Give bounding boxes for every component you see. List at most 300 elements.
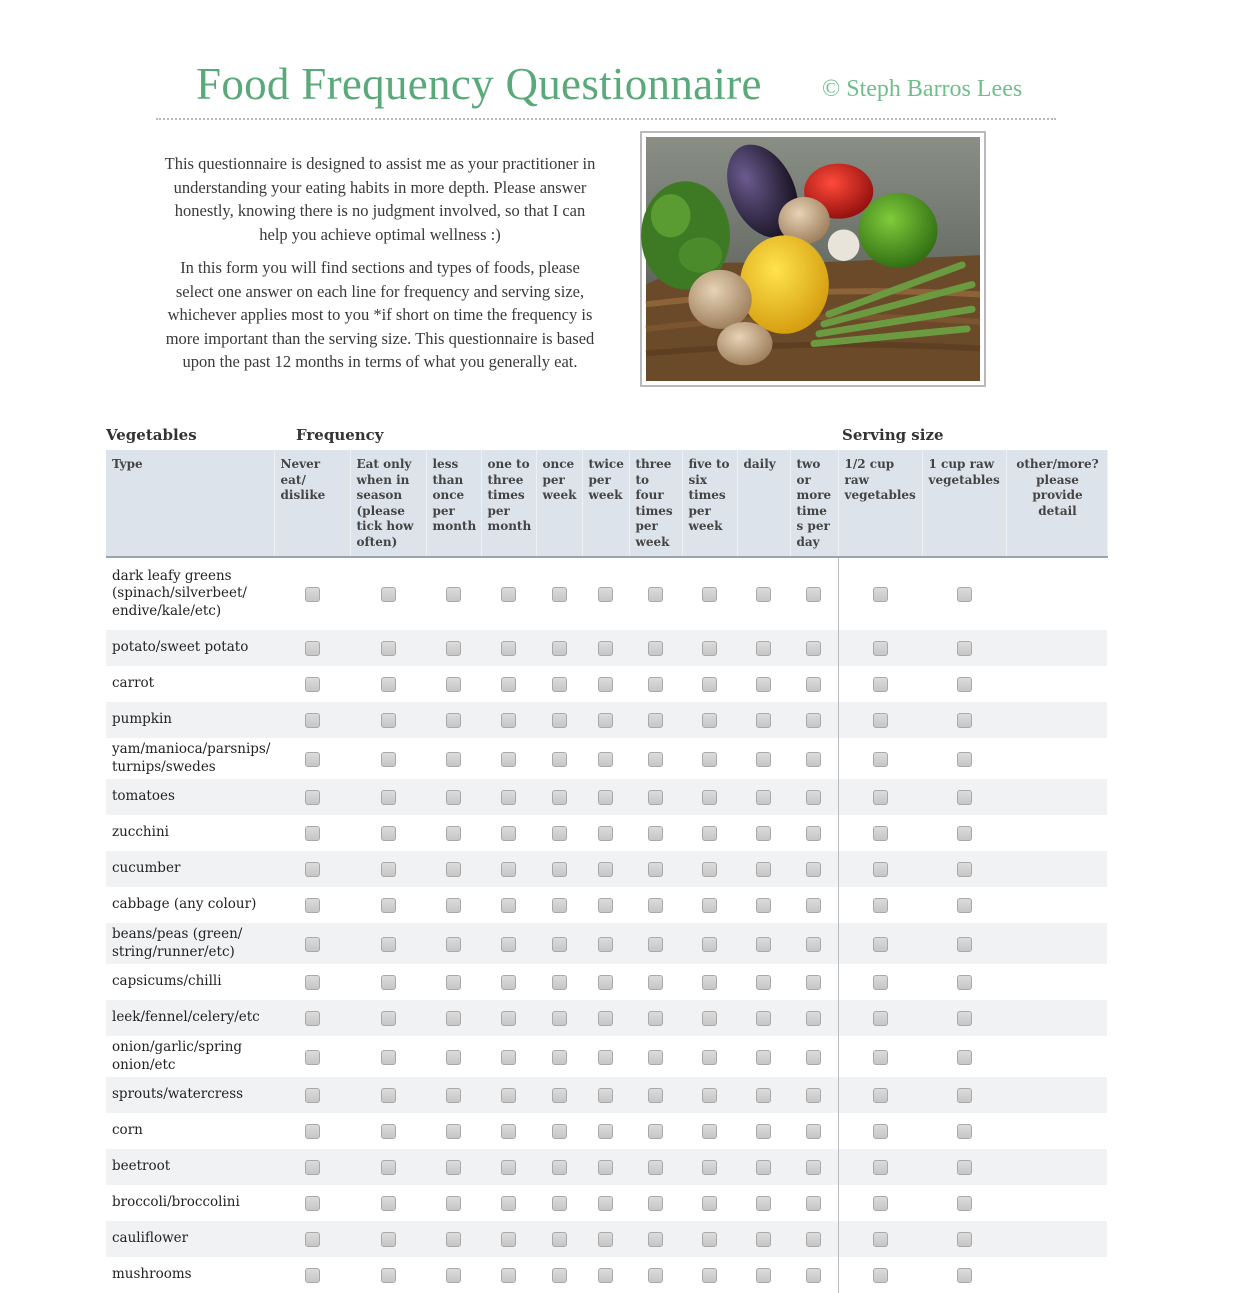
checkbox-cell bbox=[582, 1221, 629, 1257]
other-detail-cell[interactable] bbox=[1006, 1257, 1107, 1293]
checkbox-five-to-six-weekly[interactable] bbox=[702, 975, 717, 990]
checkbox-one-to-three-monthly[interactable] bbox=[501, 1124, 516, 1139]
checkbox-in-season[interactable] bbox=[381, 641, 396, 656]
checkbox-cell bbox=[481, 1077, 536, 1113]
other-detail-cell[interactable] bbox=[1006, 738, 1107, 779]
checkbox-cell bbox=[536, 702, 582, 738]
checkbox-twice-weekly[interactable] bbox=[598, 826, 613, 841]
checkbox-cell bbox=[582, 923, 629, 964]
checkbox-daily[interactable] bbox=[756, 1011, 771, 1026]
checkbox-five-to-six-weekly[interactable] bbox=[702, 1196, 717, 1211]
checkbox-in-season[interactable] bbox=[381, 713, 396, 728]
checkbox-once-weekly[interactable] bbox=[552, 1124, 567, 1139]
checkbox-never-eat[interactable] bbox=[305, 1124, 320, 1139]
checkbox-one-to-three-monthly[interactable] bbox=[501, 1088, 516, 1103]
checkbox-less-than-monthly[interactable] bbox=[446, 1196, 461, 1211]
checkbox-cell bbox=[629, 1113, 682, 1149]
checkbox-half-cup[interactable] bbox=[873, 641, 888, 656]
checkbox-half-cup[interactable] bbox=[873, 862, 888, 877]
checkbox-half-cup[interactable] bbox=[873, 975, 888, 990]
checkbox-half-cup[interactable] bbox=[873, 587, 888, 602]
checkbox-never-eat[interactable] bbox=[305, 641, 320, 656]
checkbox-one-cup[interactable] bbox=[957, 1124, 972, 1139]
checkbox-one-to-three-monthly[interactable] bbox=[501, 1268, 516, 1283]
checkbox-cell bbox=[922, 1077, 1006, 1113]
other-detail-cell[interactable] bbox=[1006, 779, 1107, 815]
checkbox-one-cup[interactable] bbox=[957, 1196, 972, 1211]
checkbox-three-to-four-weekly[interactable] bbox=[648, 1268, 663, 1283]
checkbox-one-to-three-monthly[interactable] bbox=[501, 790, 516, 805]
checkbox-never-eat[interactable] bbox=[305, 587, 320, 602]
checkbox-once-weekly[interactable] bbox=[552, 1088, 567, 1103]
checkbox-cell bbox=[838, 923, 922, 964]
checkbox-half-cup[interactable] bbox=[873, 1268, 888, 1283]
checkbox-once-weekly[interactable] bbox=[552, 752, 567, 767]
checkbox-less-than-monthly[interactable] bbox=[446, 641, 461, 656]
checkbox-in-season[interactable] bbox=[381, 1196, 396, 1211]
other-detail-cell[interactable] bbox=[1006, 1113, 1107, 1149]
checkbox-never-eat[interactable] bbox=[305, 1011, 320, 1026]
checkbox-never-eat[interactable] bbox=[305, 937, 320, 952]
checkbox-once-weekly[interactable] bbox=[552, 1268, 567, 1283]
checkbox-five-to-six-weekly[interactable] bbox=[702, 1160, 717, 1175]
checkbox-one-cup[interactable] bbox=[957, 1050, 972, 1065]
checkbox-in-season[interactable] bbox=[381, 862, 396, 877]
checkbox-half-cup[interactable] bbox=[873, 1124, 888, 1139]
table-row bbox=[106, 702, 1107, 738]
checkbox-three-to-four-weekly[interactable] bbox=[648, 1124, 663, 1139]
other-detail-cell[interactable] bbox=[1006, 1149, 1107, 1185]
checkbox-twice-weekly[interactable] bbox=[598, 790, 613, 805]
checkbox-cell bbox=[350, 887, 426, 923]
checkbox-half-cup[interactable] bbox=[873, 713, 888, 728]
checkbox-five-to-six-weekly[interactable] bbox=[702, 790, 717, 805]
checkbox-one-cup[interactable] bbox=[957, 1268, 972, 1283]
checkbox-less-than-monthly[interactable] bbox=[446, 1232, 461, 1247]
checkbox-daily[interactable] bbox=[756, 862, 771, 877]
checkbox-one-cup[interactable] bbox=[957, 752, 972, 767]
checkbox-half-cup[interactable] bbox=[873, 677, 888, 692]
checkbox-one-to-three-monthly[interactable] bbox=[501, 587, 516, 602]
checkbox-in-season[interactable] bbox=[381, 1050, 396, 1065]
checkbox-less-than-monthly[interactable] bbox=[446, 898, 461, 913]
checkbox-two-plus-daily[interactable] bbox=[806, 826, 821, 841]
checkbox-cell bbox=[682, 851, 737, 887]
checkbox-three-to-four-weekly[interactable] bbox=[648, 1088, 663, 1103]
other-detail-cell[interactable] bbox=[1006, 702, 1107, 738]
checkbox-never-eat[interactable] bbox=[305, 1160, 320, 1175]
checkbox-cell bbox=[536, 1113, 582, 1149]
checkbox-one-cup[interactable] bbox=[957, 975, 972, 990]
checkbox-one-to-three-monthly[interactable] bbox=[501, 1050, 516, 1065]
checkbox-daily[interactable] bbox=[756, 1088, 771, 1103]
checkbox-never-eat[interactable] bbox=[305, 790, 320, 805]
checkbox-in-season[interactable] bbox=[381, 587, 396, 602]
checkbox-three-to-four-weekly[interactable] bbox=[648, 975, 663, 990]
checkbox-less-than-monthly[interactable] bbox=[446, 1088, 461, 1103]
checkbox-one-cup[interactable] bbox=[957, 1160, 972, 1175]
checkbox-five-to-six-weekly[interactable] bbox=[702, 937, 717, 952]
checkbox-never-eat[interactable] bbox=[305, 975, 320, 990]
checkbox-two-plus-daily[interactable] bbox=[806, 862, 821, 877]
checkbox-two-plus-daily[interactable] bbox=[806, 1088, 821, 1103]
checkbox-in-season[interactable] bbox=[381, 898, 396, 913]
checkbox-half-cup[interactable] bbox=[873, 1196, 888, 1211]
checkbox-once-weekly[interactable] bbox=[552, 1196, 567, 1211]
checkbox-cell bbox=[737, 738, 790, 779]
checkbox-one-to-three-monthly[interactable] bbox=[501, 1160, 516, 1175]
checkbox-two-plus-daily[interactable] bbox=[806, 790, 821, 805]
checkbox-cell bbox=[536, 887, 582, 923]
checkbox-one-cup[interactable] bbox=[957, 1011, 972, 1026]
checkbox-daily[interactable] bbox=[756, 1268, 771, 1283]
checkbox-never-eat[interactable] bbox=[305, 1196, 320, 1211]
checkbox-cell bbox=[838, 1257, 922, 1293]
checkbox-five-to-six-weekly[interactable] bbox=[702, 898, 717, 913]
checkbox-one-to-three-monthly[interactable] bbox=[501, 862, 516, 877]
checkbox-never-eat[interactable] bbox=[305, 1088, 320, 1103]
checkbox-two-plus-daily[interactable] bbox=[806, 1160, 821, 1175]
checkbox-cell bbox=[737, 557, 790, 630]
checkbox-twice-weekly[interactable] bbox=[598, 1196, 613, 1211]
checkbox-one-cup[interactable] bbox=[957, 1232, 972, 1247]
checkbox-two-plus-daily[interactable] bbox=[806, 1011, 821, 1026]
checkbox-three-to-four-weekly[interactable] bbox=[648, 1160, 663, 1175]
checkbox-once-weekly[interactable] bbox=[552, 641, 567, 656]
checkbox-never-eat[interactable] bbox=[305, 713, 320, 728]
checkbox-three-to-four-weekly[interactable] bbox=[648, 713, 663, 728]
checkbox-cell bbox=[737, 1036, 790, 1077]
checkbox-three-to-four-weekly[interactable] bbox=[648, 826, 663, 841]
checkbox-one-to-three-monthly[interactable] bbox=[501, 1196, 516, 1211]
checkbox-daily[interactable] bbox=[756, 1160, 771, 1175]
checkbox-one-to-three-monthly[interactable] bbox=[501, 1011, 516, 1026]
checkbox-three-to-four-weekly[interactable] bbox=[648, 1196, 663, 1211]
checkbox-less-than-monthly[interactable] bbox=[446, 790, 461, 805]
checkbox-daily[interactable] bbox=[756, 898, 771, 913]
checkbox-cell bbox=[481, 1149, 536, 1185]
checkbox-three-to-four-weekly[interactable] bbox=[648, 1050, 663, 1065]
checkbox-one-cup[interactable] bbox=[957, 826, 972, 841]
checkbox-twice-weekly[interactable] bbox=[598, 677, 613, 692]
checkbox-daily[interactable] bbox=[756, 975, 771, 990]
checkbox-daily[interactable] bbox=[756, 1232, 771, 1247]
checkbox-twice-weekly[interactable] bbox=[598, 641, 613, 656]
checkbox-two-plus-daily[interactable] bbox=[806, 1124, 821, 1139]
checkbox-half-cup[interactable] bbox=[873, 1011, 888, 1026]
checkbox-cell bbox=[790, 1077, 838, 1113]
other-detail-cell[interactable] bbox=[1006, 851, 1107, 887]
checkbox-in-season[interactable] bbox=[381, 1232, 396, 1247]
intro-text bbox=[162, 152, 598, 384]
checkbox-once-weekly[interactable] bbox=[552, 1050, 567, 1065]
checkbox-daily[interactable] bbox=[756, 713, 771, 728]
other-detail-cell[interactable] bbox=[1006, 923, 1107, 964]
checkbox-once-weekly[interactable] bbox=[552, 677, 567, 692]
checkbox-two-plus-daily[interactable] bbox=[806, 937, 821, 952]
checkbox-once-weekly[interactable] bbox=[552, 975, 567, 990]
checkbox-never-eat[interactable] bbox=[305, 677, 320, 692]
checkbox-never-eat[interactable] bbox=[305, 1050, 320, 1065]
checkbox-two-plus-daily[interactable] bbox=[806, 1232, 821, 1247]
checkbox-less-than-monthly[interactable] bbox=[446, 713, 461, 728]
checkbox-less-than-monthly[interactable] bbox=[446, 937, 461, 952]
checkbox-one-cup[interactable] bbox=[957, 898, 972, 913]
checkbox-five-to-six-weekly[interactable] bbox=[702, 862, 717, 877]
checkbox-twice-weekly[interactable] bbox=[598, 713, 613, 728]
checkbox-one-cup[interactable] bbox=[957, 1088, 972, 1103]
checkbox-cell bbox=[737, 815, 790, 851]
checkbox-one-to-three-monthly[interactable] bbox=[501, 975, 516, 990]
checkbox-five-to-six-weekly[interactable] bbox=[702, 677, 717, 692]
other-detail-cell[interactable] bbox=[1006, 1000, 1107, 1036]
checkbox-once-weekly[interactable] bbox=[552, 1160, 567, 1175]
checkbox-less-than-monthly[interactable] bbox=[446, 975, 461, 990]
checkbox-never-eat[interactable] bbox=[305, 826, 320, 841]
checkbox-half-cup[interactable] bbox=[873, 1088, 888, 1103]
other-detail-cell[interactable] bbox=[1006, 557, 1107, 630]
checkbox-cell bbox=[536, 923, 582, 964]
checkbox-never-eat[interactable] bbox=[305, 898, 320, 913]
checkbox-one-cup[interactable] bbox=[957, 937, 972, 952]
checkbox-cell bbox=[682, 702, 737, 738]
column-header-once-weekly: once per week bbox=[536, 450, 582, 557]
food-type-label: carrot bbox=[112, 675, 155, 692]
checkbox-cell bbox=[737, 1257, 790, 1293]
checkbox-cell bbox=[274, 557, 350, 630]
checkbox-in-season[interactable] bbox=[381, 1088, 396, 1103]
checkbox-five-to-six-weekly[interactable] bbox=[702, 1088, 717, 1103]
checkbox-cell bbox=[790, 557, 838, 630]
checkbox-once-weekly[interactable] bbox=[552, 937, 567, 952]
checkbox-less-than-monthly[interactable] bbox=[446, 1160, 461, 1175]
checkbox-daily[interactable] bbox=[756, 587, 771, 602]
checkbox-daily[interactable] bbox=[756, 641, 771, 656]
checkbox-twice-weekly[interactable] bbox=[598, 1011, 613, 1026]
checkbox-twice-weekly[interactable] bbox=[598, 975, 613, 990]
checkbox-cell bbox=[838, 851, 922, 887]
vegetable-basket-image bbox=[646, 137, 980, 381]
checkbox-one-cup[interactable] bbox=[957, 641, 972, 656]
checkbox-twice-weekly[interactable] bbox=[598, 752, 613, 767]
checkbox-twice-weekly[interactable] bbox=[598, 1268, 613, 1283]
checkbox-less-than-monthly[interactable] bbox=[446, 1268, 461, 1283]
checkbox-three-to-four-weekly[interactable] bbox=[648, 862, 663, 877]
checkbox-once-weekly[interactable] bbox=[552, 898, 567, 913]
checkbox-cell bbox=[629, 666, 682, 702]
checkbox-half-cup[interactable] bbox=[873, 1232, 888, 1247]
checkbox-five-to-six-weekly[interactable] bbox=[702, 752, 717, 767]
checkbox-one-cup[interactable] bbox=[957, 587, 972, 602]
checkbox-cell bbox=[790, 851, 838, 887]
checkbox-half-cup[interactable] bbox=[873, 1050, 888, 1065]
checkbox-one-cup[interactable] bbox=[957, 713, 972, 728]
checkbox-five-to-six-weekly[interactable] bbox=[702, 713, 717, 728]
checkbox-less-than-monthly[interactable] bbox=[446, 826, 461, 841]
checkbox-twice-weekly[interactable] bbox=[598, 862, 613, 877]
checkbox-once-weekly[interactable] bbox=[552, 862, 567, 877]
checkbox-daily[interactable] bbox=[756, 1196, 771, 1211]
checkbox-in-season[interactable] bbox=[381, 1268, 396, 1283]
checkbox-cell bbox=[350, 630, 426, 666]
checkbox-less-than-monthly[interactable] bbox=[446, 587, 461, 602]
checkbox-two-plus-daily[interactable] bbox=[806, 1050, 821, 1065]
checkbox-cell bbox=[790, 779, 838, 815]
checkbox-in-season[interactable] bbox=[381, 937, 396, 952]
other-detail-cell[interactable] bbox=[1006, 630, 1107, 666]
checkbox-two-plus-daily[interactable] bbox=[806, 1196, 821, 1211]
checkbox-cell bbox=[426, 557, 481, 630]
table-row bbox=[106, 1221, 1107, 1257]
checkbox-one-to-three-monthly[interactable] bbox=[501, 752, 516, 767]
checkbox-two-plus-daily[interactable] bbox=[806, 752, 821, 767]
checkbox-twice-weekly[interactable] bbox=[598, 587, 613, 602]
checkbox-two-plus-daily[interactable] bbox=[806, 677, 821, 692]
checkbox-three-to-four-weekly[interactable] bbox=[648, 641, 663, 656]
checkbox-half-cup[interactable] bbox=[873, 1160, 888, 1175]
checkbox-never-eat[interactable] bbox=[305, 1268, 320, 1283]
other-detail-cell[interactable] bbox=[1006, 666, 1107, 702]
checkbox-cell bbox=[274, 1257, 350, 1293]
checkbox-cell bbox=[629, 738, 682, 779]
checkbox-five-to-six-weekly[interactable] bbox=[702, 1268, 717, 1283]
checkbox-in-season[interactable] bbox=[381, 1011, 396, 1026]
checkbox-five-to-six-weekly[interactable] bbox=[702, 641, 717, 656]
checkbox-cell bbox=[582, 1000, 629, 1036]
checkbox-half-cup[interactable] bbox=[873, 937, 888, 952]
checkbox-daily[interactable] bbox=[756, 937, 771, 952]
checkbox-cell bbox=[790, 1036, 838, 1077]
checkbox-cell bbox=[629, 1077, 682, 1113]
checkbox-twice-weekly[interactable] bbox=[598, 1088, 613, 1103]
checkbox-one-cup[interactable] bbox=[957, 677, 972, 692]
checkbox-five-to-six-weekly[interactable] bbox=[702, 1232, 717, 1247]
checkbox-less-than-monthly[interactable] bbox=[446, 1124, 461, 1139]
checkbox-half-cup[interactable] bbox=[873, 752, 888, 767]
checkbox-daily[interactable] bbox=[756, 1124, 771, 1139]
other-detail-cell[interactable] bbox=[1006, 815, 1107, 851]
checkbox-once-weekly[interactable] bbox=[552, 826, 567, 841]
table-row bbox=[106, 1077, 1107, 1113]
checkbox-less-than-monthly[interactable] bbox=[446, 862, 461, 877]
checkbox-two-plus-daily[interactable] bbox=[806, 1268, 821, 1283]
checkbox-cell bbox=[629, 1185, 682, 1221]
checkbox-two-plus-daily[interactable] bbox=[806, 641, 821, 656]
checkbox-once-weekly[interactable] bbox=[552, 587, 567, 602]
checkbox-cell bbox=[582, 851, 629, 887]
checkbox-twice-weekly[interactable] bbox=[598, 1050, 613, 1065]
checkbox-one-cup[interactable] bbox=[957, 862, 972, 877]
checkbox-twice-weekly[interactable] bbox=[598, 1232, 613, 1247]
checkbox-cell bbox=[737, 630, 790, 666]
checkbox-two-plus-daily[interactable] bbox=[806, 975, 821, 990]
checkbox-three-to-four-weekly[interactable] bbox=[648, 1011, 663, 1026]
checkbox-once-weekly[interactable] bbox=[552, 790, 567, 805]
checkbox-daily[interactable] bbox=[756, 826, 771, 841]
checkbox-daily[interactable] bbox=[756, 677, 771, 692]
other-detail-cell[interactable] bbox=[1006, 1077, 1107, 1113]
checkbox-three-to-four-weekly[interactable] bbox=[648, 587, 663, 602]
checkbox-three-to-four-weekly[interactable] bbox=[648, 898, 663, 913]
checkbox-five-to-six-weekly[interactable] bbox=[702, 1124, 717, 1139]
checkbox-half-cup[interactable] bbox=[873, 790, 888, 805]
checkbox-half-cup[interactable] bbox=[873, 898, 888, 913]
checkbox-three-to-four-weekly[interactable] bbox=[648, 937, 663, 952]
checkbox-cell bbox=[274, 1000, 350, 1036]
checkbox-less-than-monthly[interactable] bbox=[446, 677, 461, 692]
checkbox-once-weekly[interactable] bbox=[552, 1011, 567, 1026]
checkbox-one-to-three-monthly[interactable] bbox=[501, 641, 516, 656]
checkbox-one-to-three-monthly[interactable] bbox=[501, 713, 516, 728]
checkbox-cell bbox=[629, 779, 682, 815]
checkbox-one-to-three-monthly[interactable] bbox=[501, 898, 516, 913]
checkbox-one-cup[interactable] bbox=[957, 790, 972, 805]
checkbox-cell bbox=[426, 1036, 481, 1077]
checkbox-three-to-four-weekly[interactable] bbox=[648, 1232, 663, 1247]
checkbox-never-eat[interactable] bbox=[305, 862, 320, 877]
other-detail-cell[interactable] bbox=[1006, 964, 1107, 1000]
checkbox-one-to-three-monthly[interactable] bbox=[501, 826, 516, 841]
checkbox-one-to-three-monthly[interactable] bbox=[501, 1232, 516, 1247]
checkbox-in-season[interactable] bbox=[381, 677, 396, 692]
checkbox-five-to-six-weekly[interactable] bbox=[702, 1050, 717, 1065]
checkbox-daily[interactable] bbox=[756, 752, 771, 767]
checkbox-in-season[interactable] bbox=[381, 826, 396, 841]
checkbox-in-season[interactable] bbox=[381, 1160, 396, 1175]
checkbox-half-cup[interactable] bbox=[873, 826, 888, 841]
checkbox-cell bbox=[629, 964, 682, 1000]
checkbox-three-to-four-weekly[interactable] bbox=[648, 790, 663, 805]
checkbox-less-than-monthly[interactable] bbox=[446, 752, 461, 767]
checkbox-less-than-monthly[interactable] bbox=[446, 1050, 461, 1065]
checkbox-in-season[interactable] bbox=[381, 975, 396, 990]
checkbox-one-to-three-monthly[interactable] bbox=[501, 677, 516, 692]
checkbox-cell bbox=[629, 1149, 682, 1185]
checkbox-cell bbox=[737, 923, 790, 964]
checkbox-less-than-monthly[interactable] bbox=[446, 1011, 461, 1026]
checkbox-cell bbox=[274, 1221, 350, 1257]
checkbox-three-to-four-weekly[interactable] bbox=[648, 752, 663, 767]
checkbox-in-season[interactable] bbox=[381, 1124, 396, 1139]
other-detail-cell[interactable] bbox=[1006, 1221, 1107, 1257]
checkbox-five-to-six-weekly[interactable] bbox=[702, 826, 717, 841]
checkbox-in-season[interactable] bbox=[381, 790, 396, 805]
checkbox-two-plus-daily[interactable] bbox=[806, 898, 821, 913]
checkbox-cell bbox=[922, 1000, 1006, 1036]
checkbox-twice-weekly[interactable] bbox=[598, 1124, 613, 1139]
checkbox-two-plus-daily[interactable] bbox=[806, 713, 821, 728]
other-detail-cell[interactable] bbox=[1006, 1185, 1107, 1221]
checkbox-two-plus-daily[interactable] bbox=[806, 587, 821, 602]
checkbox-daily[interactable] bbox=[756, 790, 771, 805]
checkbox-once-weekly[interactable] bbox=[552, 1232, 567, 1247]
other-detail-cell[interactable] bbox=[1006, 1036, 1107, 1077]
checkbox-twice-weekly[interactable] bbox=[598, 937, 613, 952]
checkbox-five-to-six-weekly[interactable] bbox=[702, 587, 717, 602]
checkbox-three-to-four-weekly[interactable] bbox=[648, 677, 663, 692]
checkbox-never-eat[interactable] bbox=[305, 1232, 320, 1247]
checkbox-five-to-six-weekly[interactable] bbox=[702, 1011, 717, 1026]
checkbox-in-season[interactable] bbox=[381, 752, 396, 767]
checkbox-daily[interactable] bbox=[756, 1050, 771, 1065]
checkbox-cell bbox=[682, 666, 737, 702]
checkbox-one-to-three-monthly[interactable] bbox=[501, 937, 516, 952]
checkbox-twice-weekly[interactable] bbox=[598, 898, 613, 913]
checkbox-never-eat[interactable] bbox=[305, 752, 320, 767]
checkbox-once-weekly[interactable] bbox=[552, 713, 567, 728]
checkbox-twice-weekly[interactable] bbox=[598, 1160, 613, 1175]
other-detail-cell[interactable] bbox=[1006, 887, 1107, 923]
